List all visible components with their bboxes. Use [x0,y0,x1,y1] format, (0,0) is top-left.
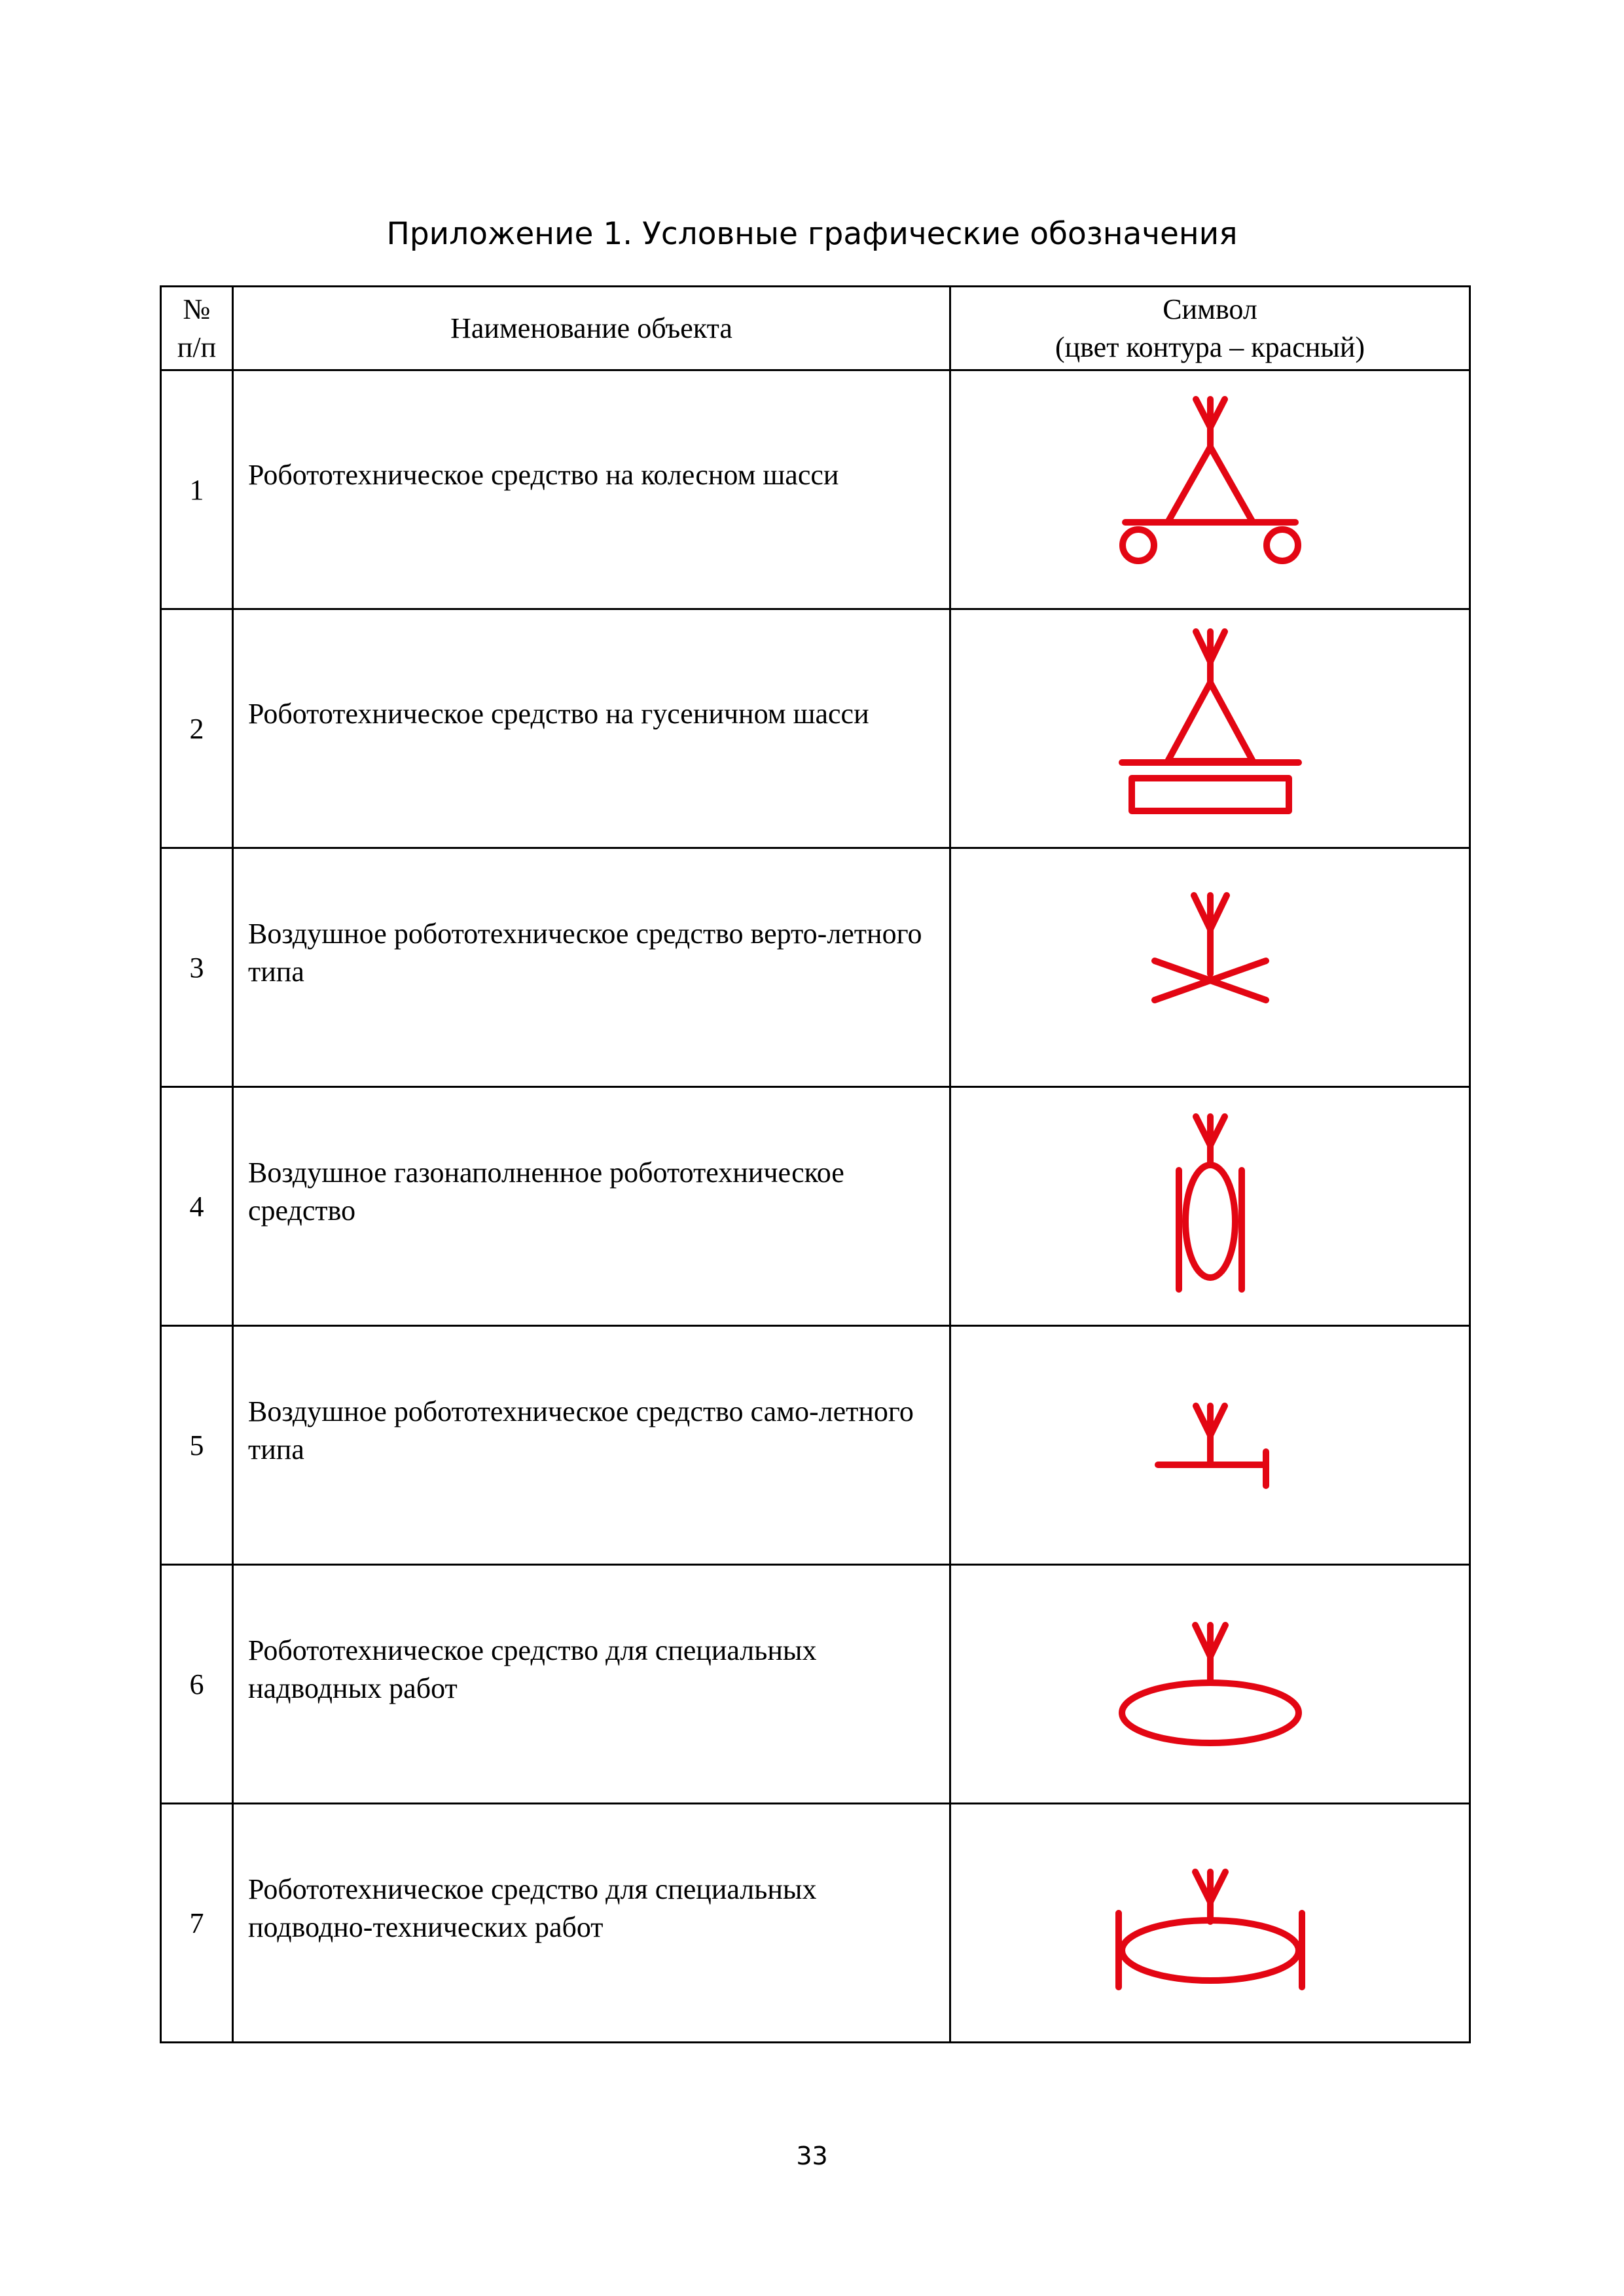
name-column-header: Наименование объекта [233,287,950,370]
surface-robot-symbol-icon [1099,1586,1322,1782]
underwater-robot-symbol-icon [1099,1825,1322,2021]
symbol-cell [950,370,1470,609]
number-column-header [161,287,233,370]
row-name: Робототехническое средство для специальных надводных работ [233,1565,950,1804]
table-row [161,1804,1470,2043]
table-header-row [161,287,1470,370]
row-number: 3 [161,848,233,1087]
wheeled-robot-symbol-icon [1099,391,1322,588]
symbol-cell [950,848,1470,1087]
table-row [161,1326,1470,1565]
row-number: 1 [161,370,233,609]
tracked-robot-symbol-icon [1099,624,1322,833]
symbol-column-header [950,287,1470,370]
table-row [161,609,1470,848]
symbol-header-line1: Символ [1163,293,1257,325]
airplane-robot-symbol-icon [1099,1347,1322,1543]
row-name: Робототехническое средство на гусеничном шасси [233,609,950,848]
table-row [161,848,1470,1087]
symbols-table [160,285,1471,2043]
symbol-cell [950,1804,1470,2043]
row-number: 6 [161,1565,233,1804]
row-name: Робототехническое средство на колесном шасси [233,370,950,609]
symbol-cell [950,1087,1470,1326]
helicopter-robot-symbol-icon [1099,869,1322,1066]
number-header-line2: п/п [177,331,217,363]
row-name: Робототехническое средство для специальных подводно-технических работ [233,1804,950,2043]
table-row [161,1087,1470,1326]
table-row [161,370,1470,609]
number-header-line1: № [183,293,211,325]
row-number: 4 [161,1087,233,1326]
symbol-cell [950,1326,1470,1565]
row-number: 5 [161,1326,233,1565]
symbol-cell [950,609,1470,848]
table-row [161,1565,1470,1804]
row-number: 2 [161,609,233,848]
symbol-cell [950,1565,1470,1804]
row-name: Воздушное робототехническое средство верто-летного типа [233,848,950,1087]
row-number: 7 [161,1804,233,2043]
page-title: Приложение 1. Условные графические обозначения [386,216,1238,252]
symbol-header-line2: (цвет контура – красный) [1055,331,1365,363]
balloon-robot-symbol-icon [1099,1105,1322,1308]
row-name: Воздушное газонаполненное робототехническое средство [233,1087,950,1326]
row-name: Воздушное робототехническое средство само-летного типа [233,1326,950,1565]
page-number: 33 [796,2142,828,2170]
